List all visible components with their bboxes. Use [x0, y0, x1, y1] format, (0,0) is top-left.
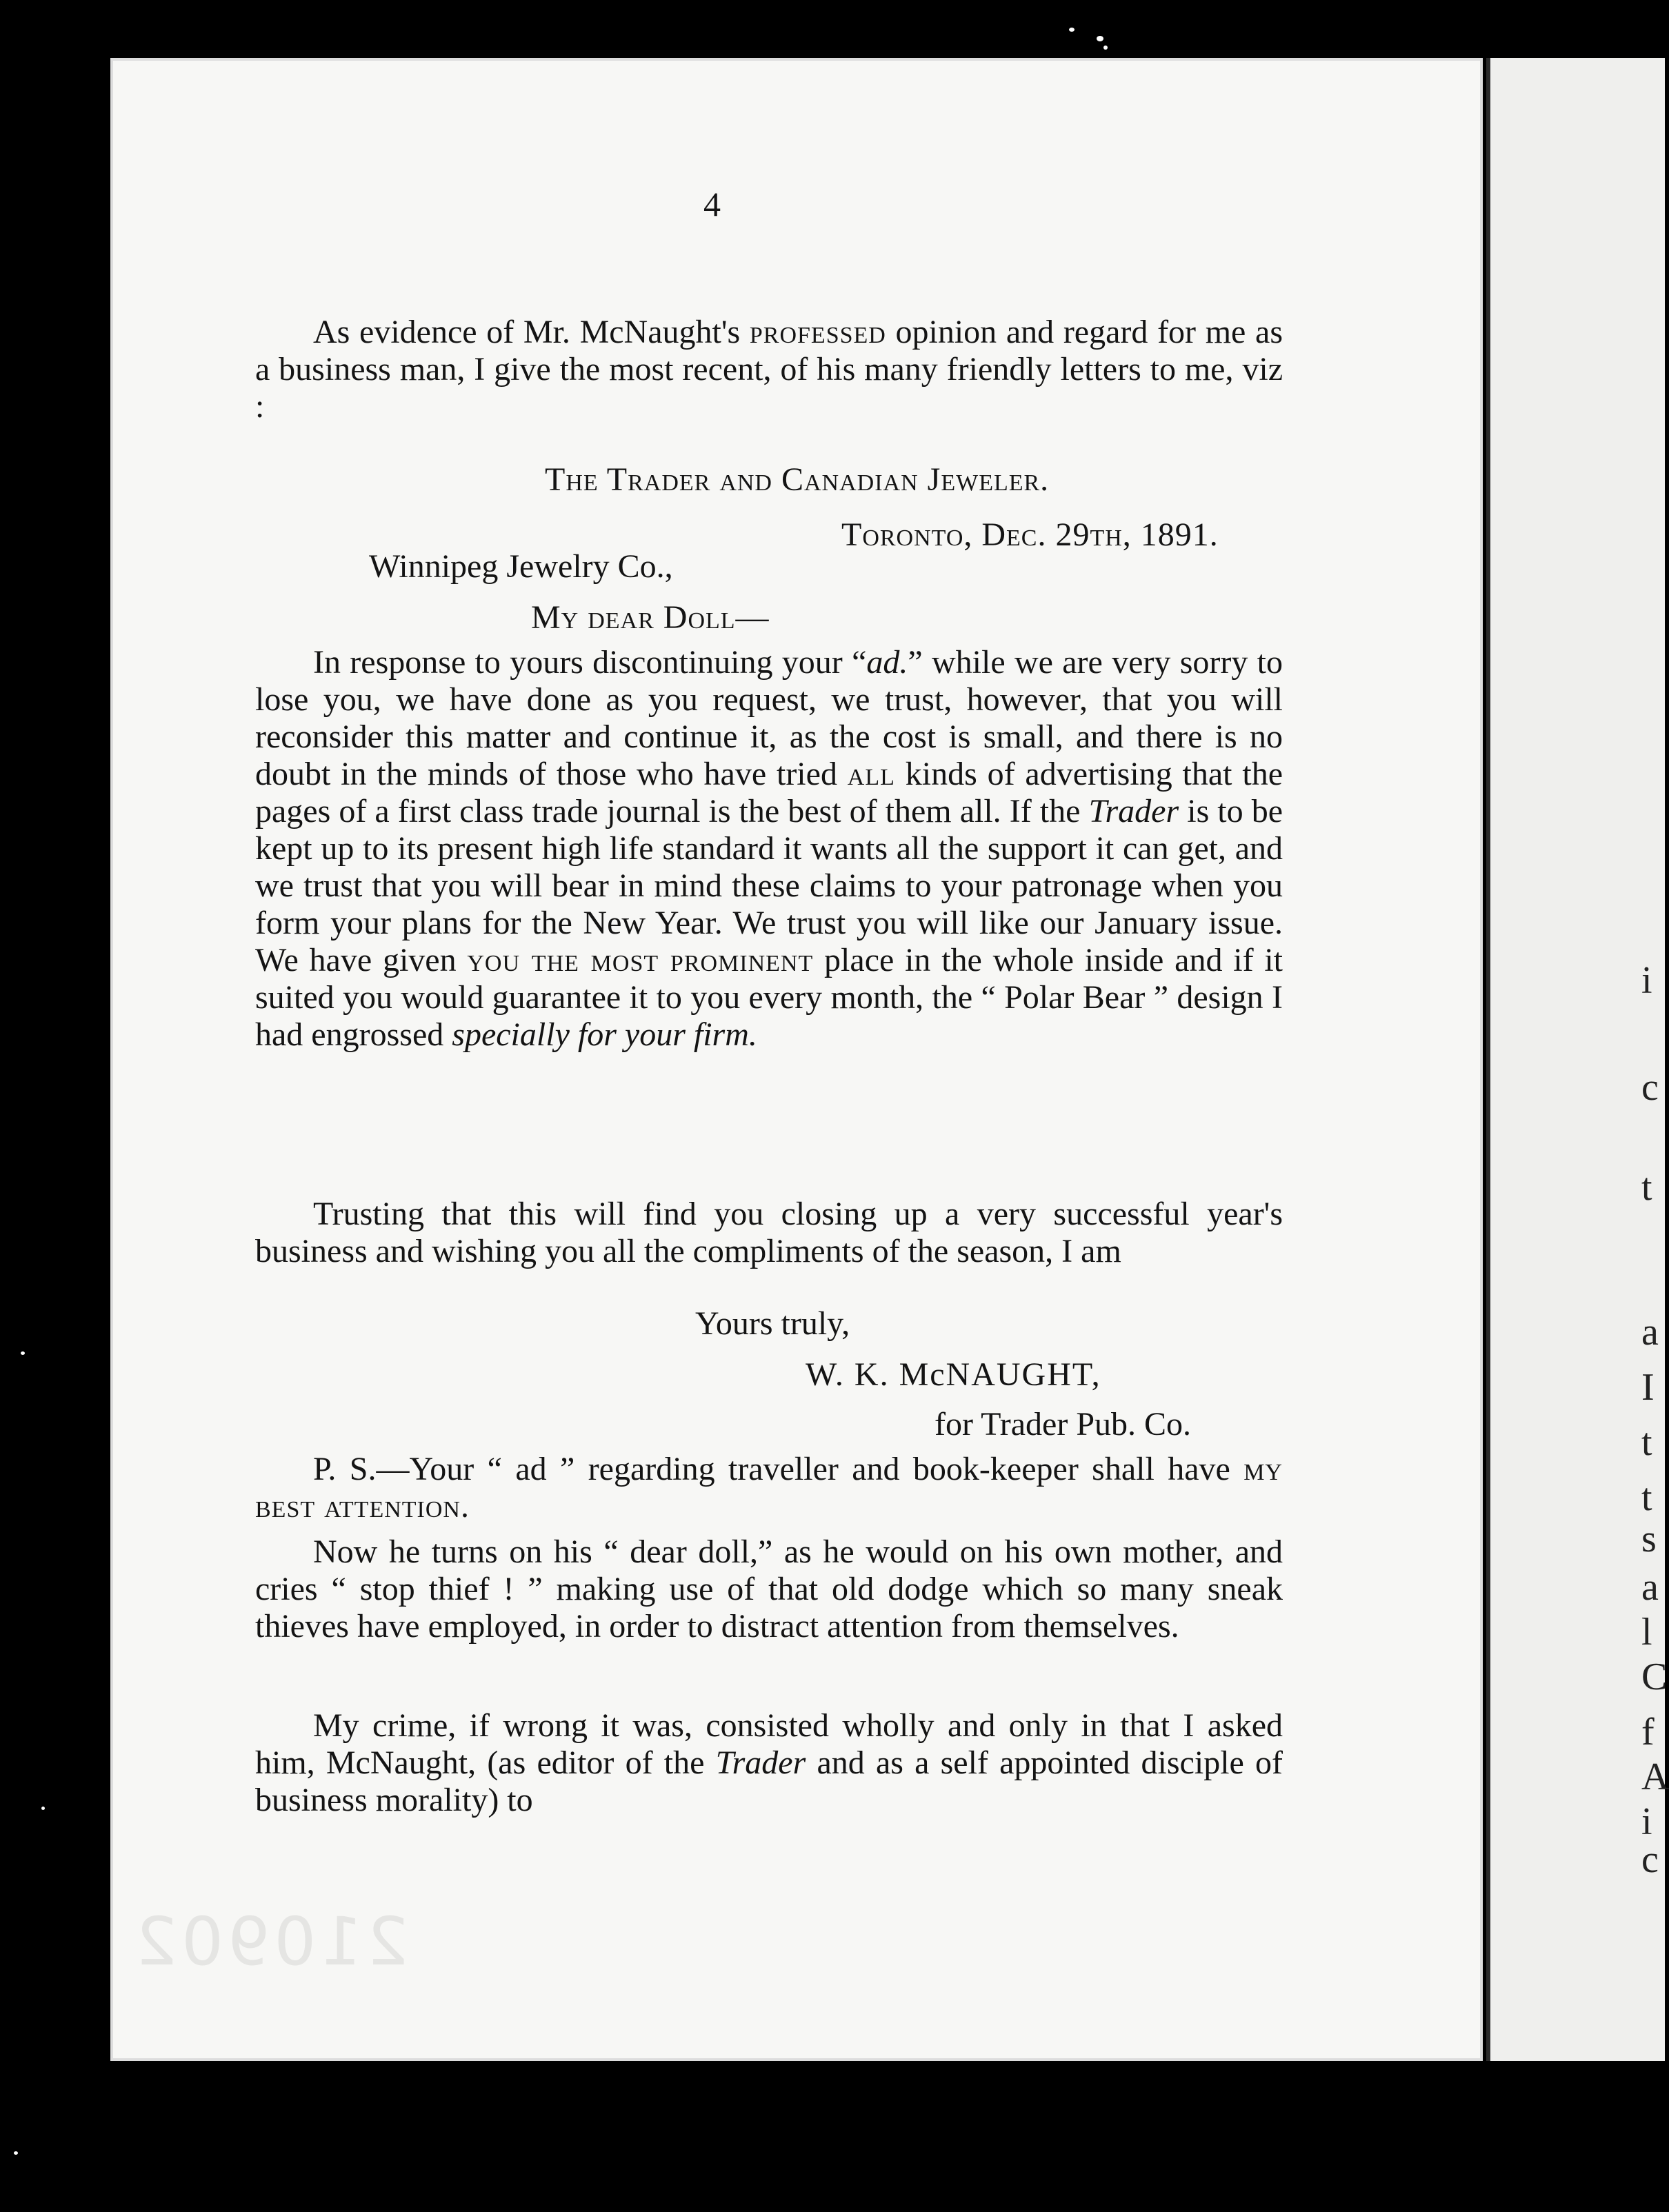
body-paragraph-2: My crime, if wrong it was, consisted wholly and only in that I asked him, McNaught, (as editor of the Trader and as a self appointed disciple of business morality) to: [255, 1707, 1283, 1818]
faded-stamp: 210902: [131, 1903, 409, 1980]
adjacent-page-glyph: t: [1641, 1421, 1652, 1464]
dust-speck: [1103, 46, 1108, 50]
adjacent-page-glyph: s: [1641, 1518, 1657, 1560]
adjacent-page-glyph: i: [1641, 959, 1652, 1002]
dust-speck: [21, 1351, 25, 1355]
dust-speck: [14, 2151, 18, 2155]
adjacent-page-glyph: f: [1641, 1711, 1655, 1753]
adjacent-page-glyph: i: [1641, 1800, 1652, 1843]
letter-body: In response to yours discontinuing your “ad.” while we are very sorry to lose you, we have done as you request, we trust, however, that you will reconsider this matter and continue it, as the cost is small, and there is no doubt in the minds of those who have tried all kinds of advertising that the pages of a first class trade journal is the best of them all. If the Trader is to be kept up to its present high life standard it wants all the support it can get, and we trust that you will bear in mind these claims to your patronage when you form your plans for the New Year. We trust you will like our January issue. We have given you the most prominent place in the whole inside and if it suited you would guarantee it to you every month, the “ Polar Bear ” design I had engrossed specially for your firm.: [255, 644, 1283, 1053]
adjacent-page-glyph: C: [1641, 1656, 1668, 1698]
intro-paragraph: As evidence of Mr. McNaught's professed opinion and regard for me as a business man, I give the most recent, of his many friendly letters to me, viz :: [255, 314, 1283, 425]
adjacent-page-glyph: l: [1641, 1611, 1652, 1653]
salutation: My dear Doll—: [531, 599, 770, 636]
adjacent-page-glyph: c: [1641, 1838, 1659, 1881]
signature: W. K. McNAUGHT,: [806, 1356, 1101, 1393]
adjacent-page-glyph: c: [1641, 1066, 1659, 1109]
closing-paragraph: Trusting that this will find you closing up a very successful year's business and wishing you all the compliments of the season, I am: [255, 1196, 1283, 1269]
dust-speck: [1069, 28, 1075, 32]
dateline: Toronto, Dec. 29th, 1891.: [841, 516, 1219, 553]
postscript: P. S.—Your “ ad ” regarding traveller and book-keeper shall have my best attention.: [255, 1451, 1283, 1525]
addressee: Winnipeg Jewelry Co.,: [369, 548, 673, 585]
adjacent-page-glyph: t: [1641, 1476, 1652, 1519]
valediction: Yours truly,: [695, 1305, 850, 1342]
dust-speck: [1097, 36, 1103, 41]
letterhead: The Trader and Canadian Jeweler.: [545, 461, 1050, 498]
signature-title: for Trader Pub. Co.: [935, 1406, 1192, 1442]
dust-speck: [41, 1807, 45, 1810]
adjacent-page-glyph: A: [1641, 1756, 1669, 1798]
page-number: 4: [703, 185, 721, 223]
adjacent-page-edge: [1486, 58, 1668, 2061]
adjacent-page-glyph: a: [1641, 1566, 1659, 1609]
adjacent-page-glyph: a: [1641, 1311, 1659, 1354]
adjacent-page-glyph: I: [1641, 1366, 1655, 1409]
body-paragraph-1: Now he turns on his “ dear doll,” as he would on his own mother, and cries “ stop thief ! ” making use of that old dodge which so many sneak thieves have employed, in order to distract attention from themselves.: [255, 1534, 1283, 1645]
adjacent-page-glyph: t: [1641, 1166, 1652, 1209]
